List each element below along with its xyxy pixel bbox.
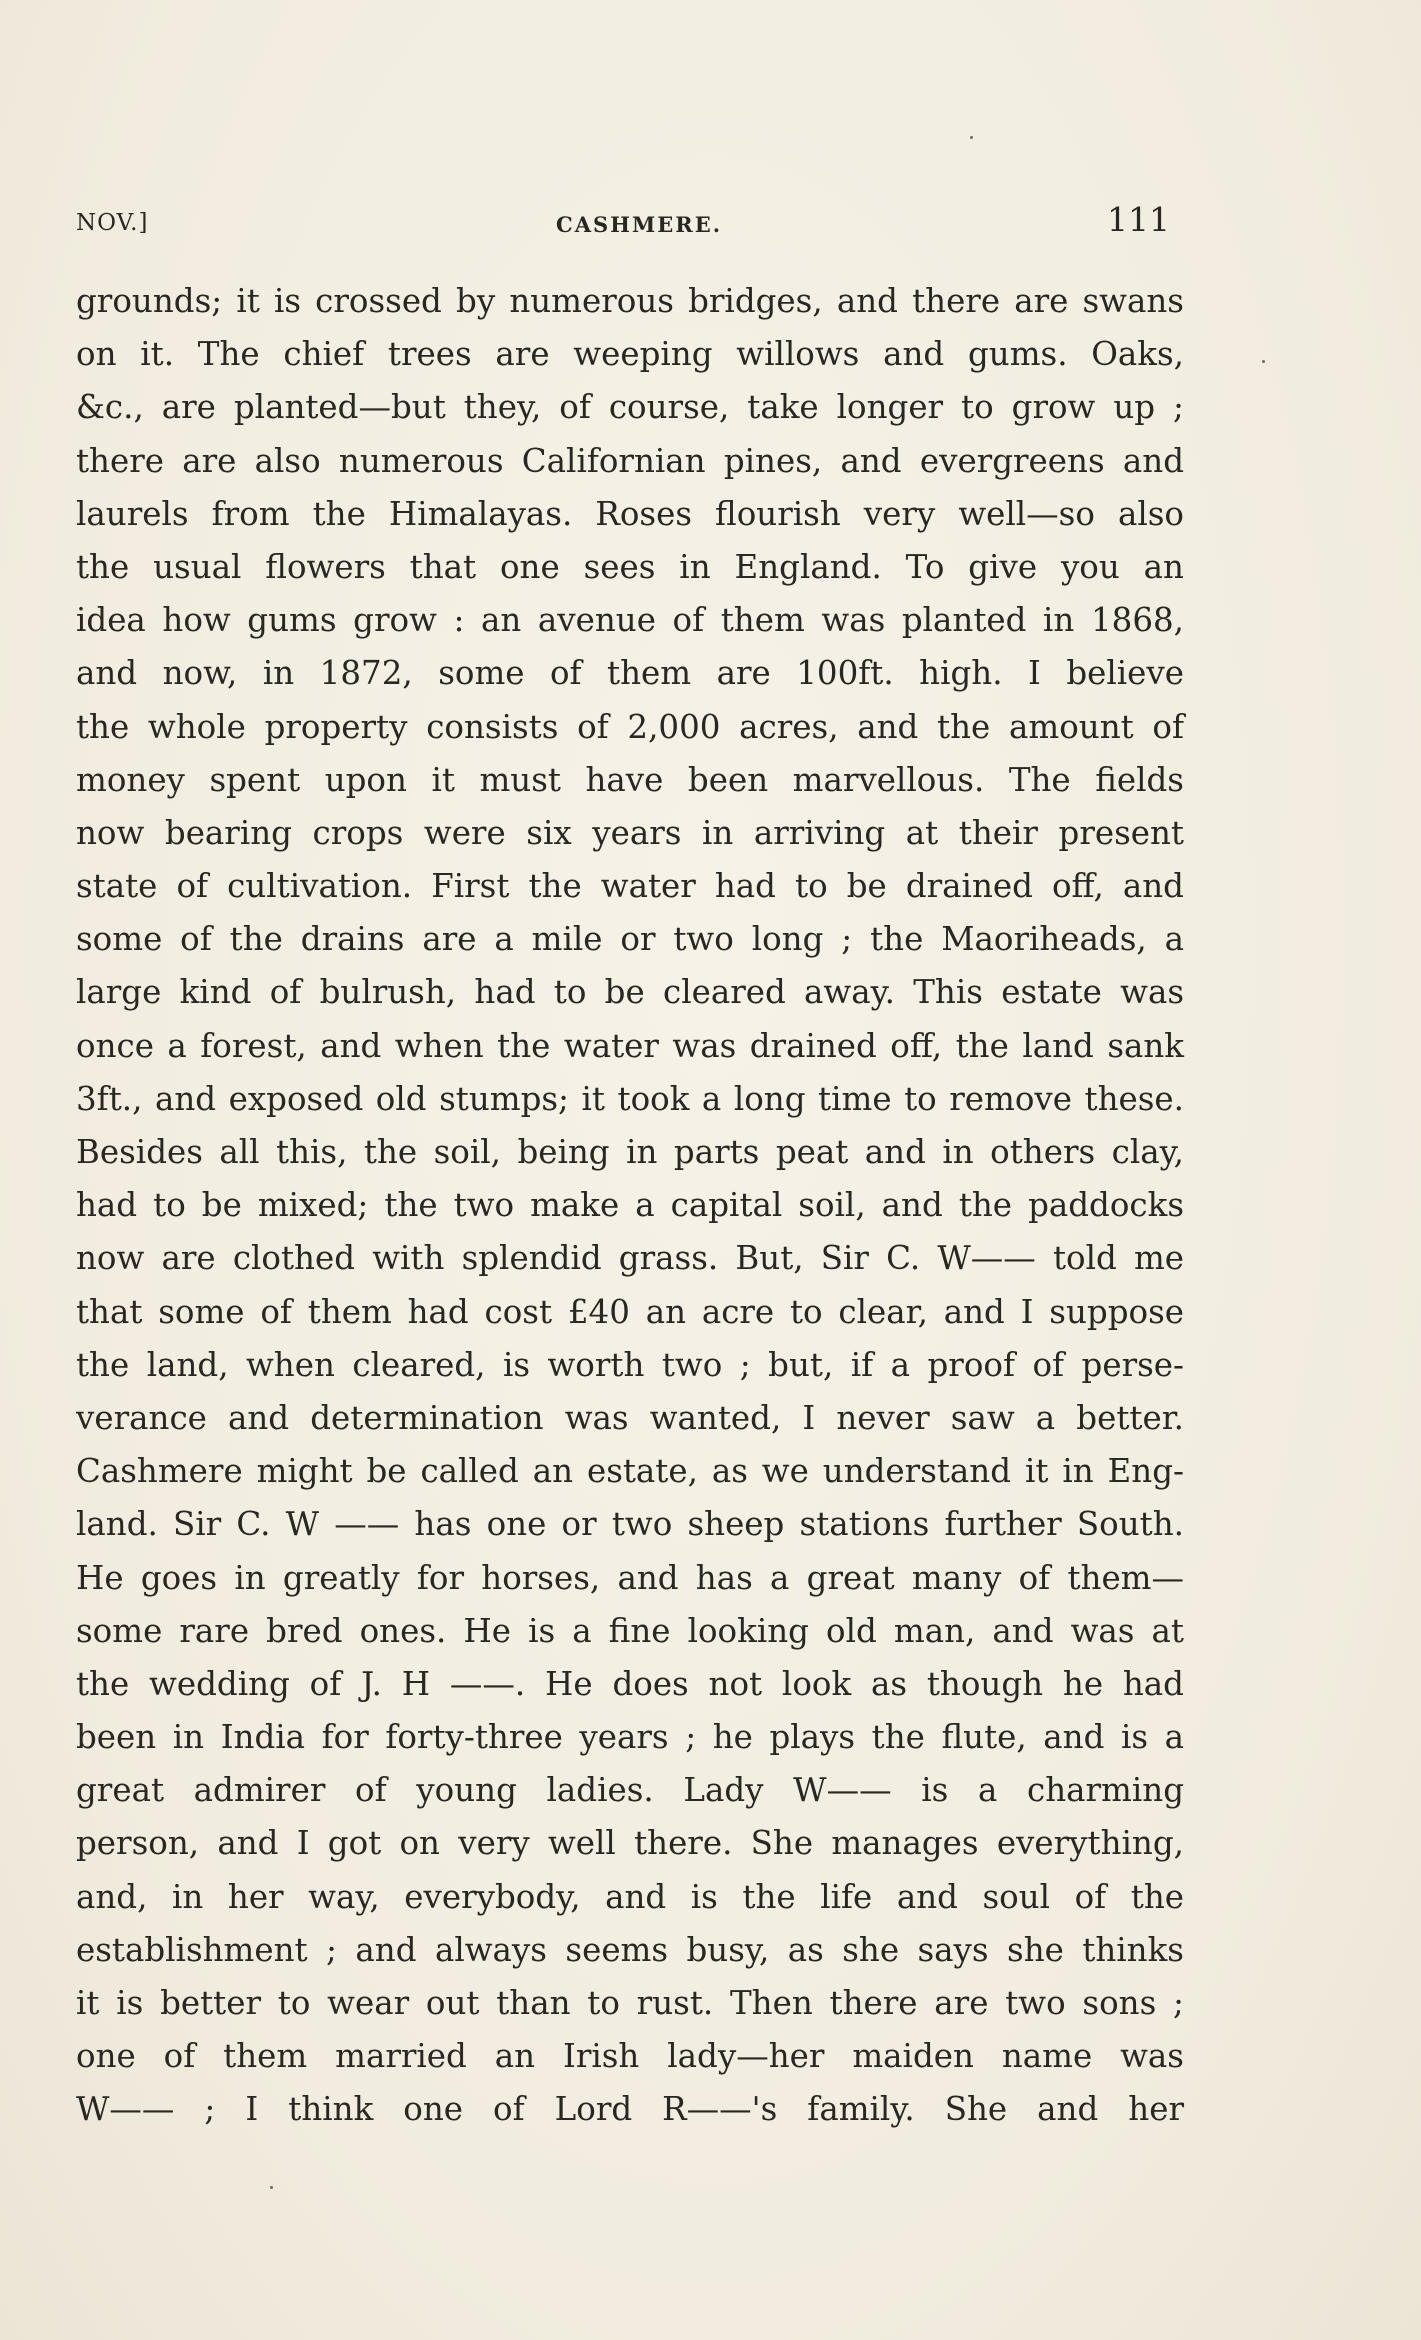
header-title: CASHMERE.: [556, 212, 723, 237]
text-line: it is better to wear out than to rust. Then there are two sons ;: [76, 1984, 1184, 2022]
text-line: some of the drains are a mile or two long ; the Maoriheads, a: [76, 920, 1184, 959]
text-line: one of them married an Irish lady—her maiden name was: [76, 2037, 1184, 2076]
text-line: &c., are planted—but they, of course, take longer to grow up ;: [76, 388, 1184, 427]
page-number: 111: [1107, 200, 1170, 239]
text-line: and now, in 1872, some of them are 100ft. high. I believe: [76, 654, 1184, 693]
page-speck: [270, 2186, 273, 2189]
text-line: the usual flowers that one sees in England. To give you an: [76, 547, 1184, 586]
page-speck: [1262, 360, 1265, 363]
text-line: establishment ; and always seems busy, as she says she thinks: [76, 1930, 1184, 1969]
text-line: that some of them had cost £40 an acre to clear, and I suppose: [76, 1292, 1184, 1331]
running-header: [76, 200, 1170, 250]
text-line: had to be mixed; the two make a capital soil, and the paddocks: [76, 1186, 1184, 1225]
page-speck: [970, 136, 973, 139]
text-line: Besides all this, the soil, being in parts peat and in others clay,: [76, 1133, 1184, 1171]
text-line: the land, when cleared, is worth two ; but, if a proof of perse-: [76, 1345, 1184, 1384]
body-text: [76, 275, 1184, 2137]
text-line: verance and determination was wanted, I never saw a better.: [76, 1398, 1184, 1437]
text-line: laurels from the Himalayas. Roses flourish very well—so also: [76, 494, 1184, 533]
text-line: there are also numerous Californian pines, and evergreens and: [76, 441, 1184, 480]
text-line: been in India for forty-three years ; he plays the flute, and is a: [76, 1718, 1184, 1757]
text-line: grounds; it is crossed by numerous bridges, and there are swans: [76, 282, 1184, 320]
text-line: He goes in greatly for horses, and has a great many of them—: [76, 1558, 1184, 1597]
text-line: W—— ; I think one of Lord R——'s family. She and her: [76, 2090, 1184, 2129]
header-month: NOV.]: [76, 210, 149, 236]
text-line: 3ft., and exposed old stumps; it took a long time to remove these.: [76, 1079, 1184, 1118]
text-line: person, and I got on very well there. She manages everything,: [76, 1824, 1184, 1863]
text-line: once a forest, and when the water was drained off, the land sank: [76, 1026, 1184, 1065]
text-line: now are clothed with splendid grass. But, Sir C. W—— told me: [76, 1239, 1184, 1278]
text-line: some rare bred ones. He is a fine looking old man, and was at: [76, 1611, 1184, 1650]
text-line: money spent upon it must have been marvellous. The fields: [76, 760, 1184, 799]
text-line: on it. The chief trees are weeping willows and gums. Oaks,: [76, 335, 1184, 374]
text-line: state of cultivation. First the water had to be drained off, and: [76, 867, 1184, 906]
text-line: and, in her way, everybody, and is the life and soul of the: [76, 1877, 1184, 1916]
text-line: the whole property consists of 2,000 acres, and the amount of: [76, 707, 1184, 746]
text-line: Cashmere might be called an estate, as we understand it in Eng-: [76, 1452, 1184, 1491]
text-line: the wedding of J. H ——. He does not look as though he had: [76, 1664, 1184, 1703]
text-line: great admirer of young ladies. Lady W—— is a charming: [76, 1771, 1184, 1810]
text-line: large kind of bulrush, had to be cleared away. This estate was: [76, 973, 1184, 1012]
text-line: now bearing crops were six years in arriving at their present: [76, 813, 1184, 852]
text-line: land. Sir C. W —— has one or two sheep stations further South.: [76, 1505, 1184, 1544]
text-line: idea how gums grow : an avenue of them was planted in 1868,: [76, 601, 1184, 640]
